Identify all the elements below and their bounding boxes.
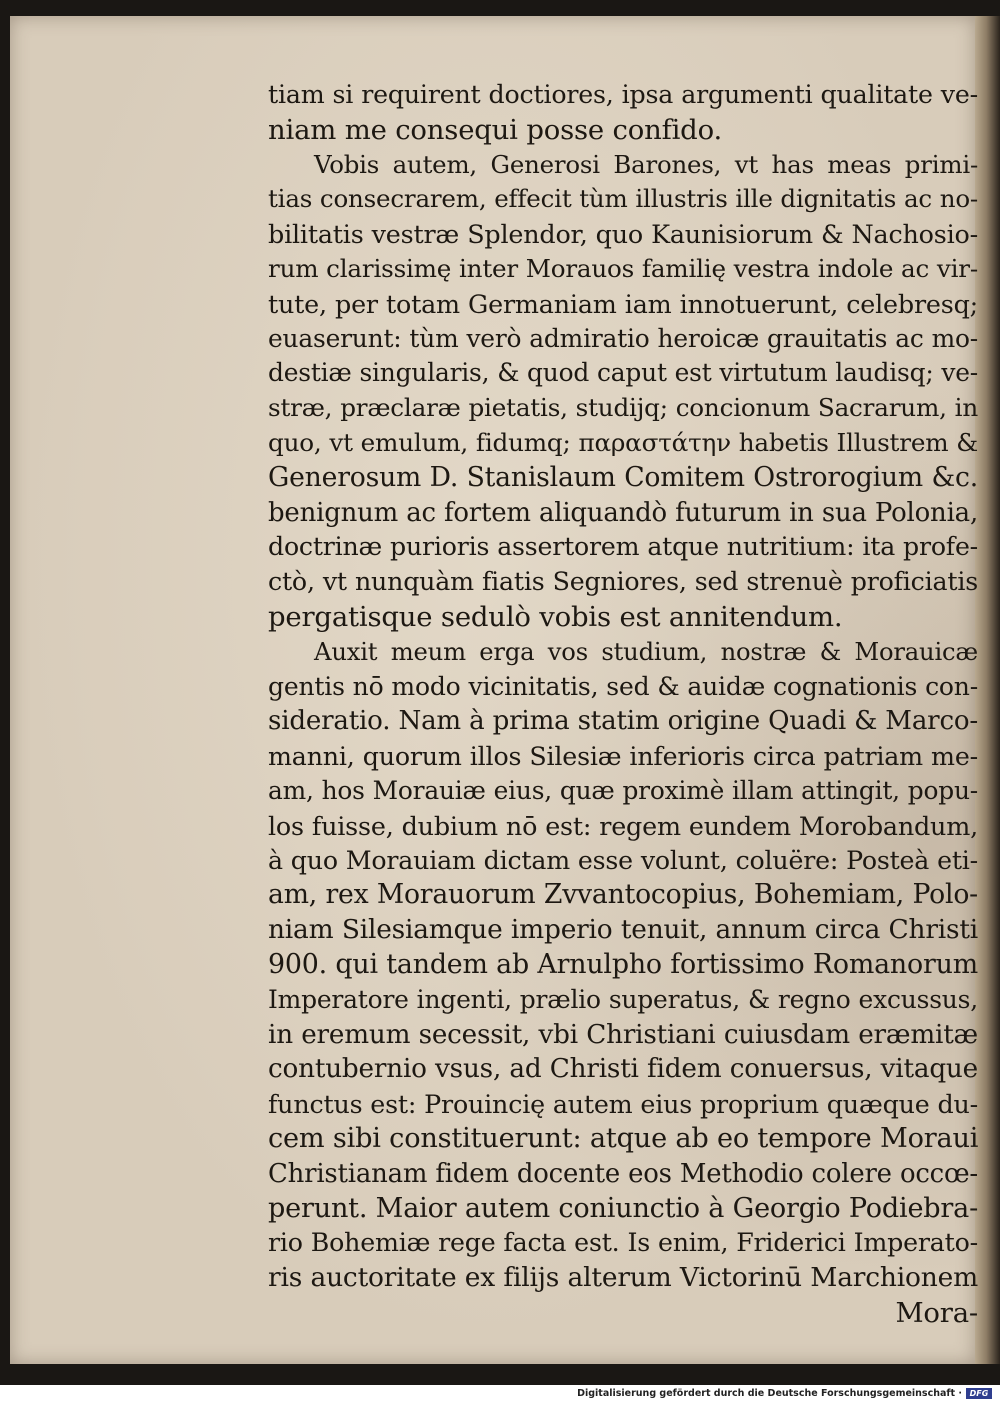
text-line-15: ctò, vt nunquàm fiatis Segniores, sed strenuè proficiatis <box>268 567 978 597</box>
text-line-3: Vobis autem, Generosi Barones, vt has meas primi- <box>314 149 978 179</box>
catchword: Mora- <box>895 1296 978 1329</box>
text-line-1: tiam si requirent doctiores, ipsa argumenti qualitate ve- <box>268 80 978 109</box>
text-line-17: Auxit meum erga vos studium, nostræ & Morauicæ <box>314 636 978 666</box>
text-line-6: rum clarissimę inter Morauos familię vestra indole ac vir- <box>268 253 978 283</box>
text-line-31: cem sibi constituerunt: atque ab eo tempore Moraui <box>268 1122 979 1154</box>
text-line-10: stræ, præclaræ pietatis, studijq; concionum Sacrarum, in <box>268 393 978 423</box>
text-line-20: manni, quorum illos Silesiæ inferioris circa patriam me- <box>268 741 978 772</box>
text-line-22: los fuisse, dubium nō est: regem eundem Morobandum, <box>268 810 978 841</box>
text-line-25: niam Silesiamque imperio tenuit, annum circa Christi <box>268 914 978 946</box>
digitization-footer <box>0 1385 1000 1402</box>
text-line-4: tias consecrarem, effecit tùm illustris ille dignitatis ac no- <box>268 184 978 214</box>
text-line-29: contubernio vsus, ad Christi fidem conuersus, vitaque <box>268 1054 978 1085</box>
text-line-5: bilitatis vestræ Splendor, quo Kaunisiorum & Nachosio- <box>268 219 978 250</box>
text-line-28: in eremum secessit, vbi Christiani cuiusdam eræmitæ <box>268 1019 978 1050</box>
text-line-14: doctrinæ purioris assertorem atque nutritium: ita profe- <box>268 532 978 562</box>
text-line-8: euaserunt: tùm verò admiratio heroicæ grauitatis ac mo- <box>268 323 978 353</box>
text-line-24: am, rex Morauorum Zvvantocopius, Bohemiam, Polo- <box>268 879 978 911</box>
text-line-2: niam me consequi posse confido. <box>268 113 722 146</box>
text-line-30: functus est: Prouincię autem eius proprium quæque du- <box>268 1089 978 1120</box>
body-text <box>268 78 978 1331</box>
text-line-32: Christianam fidem docente eos Methodio colere occœ- <box>268 1158 978 1189</box>
text-line-18: gentis nō modo vicinitatis, sed & auidæ cognationis con- <box>268 671 978 701</box>
text-line-19: sideratio. Nam à prima statim origine Quadi & Marco- <box>268 706 978 737</box>
text-line-33: perunt. Maior autem coniunctio à Georgio Podiebra- <box>268 1192 979 1224</box>
text-line-7: tute, per totam Germaniam iam innotuerunt, celebresq; <box>268 288 978 319</box>
text-line-34: rio Bohemiæ rege facta est. Is enim, Friderici Imperato- <box>268 1228 978 1258</box>
text-line-13: benignum ac fortem aliquandò futurum in sua Polonia, <box>268 497 978 528</box>
text-line-21: am, hos Morauiæ eius, quæ proximè illam attingit, popu- <box>268 775 978 805</box>
text-line-27: Imperatore ingenti, prælio superatus, & regno excussus, <box>268 984 978 1014</box>
dfg-logo: DFG <box>966 1388 992 1399</box>
text-line-9: destiæ singularis, & quod caput est virtutum laudisq; ve- <box>268 358 978 388</box>
text-line-26: 900. qui tandem ab Arnulpho fortissimo Romanorum <box>268 948 978 980</box>
book-spine-shadow <box>975 16 1000 1364</box>
text-line-11: quo, vt emulum, fidumq; παραστάτην habetis Illustrem & <box>268 427 978 457</box>
text-line-12: Generosum D. Stanislaum Comitem Ostrorogium &c. <box>268 461 978 493</box>
funding-credit: Digitalisierung gefördert durch die Deutsche Forschungsgemeinschaft · <box>577 1388 962 1399</box>
text-line-16: pergatisque sedulò vobis est annitendum. <box>268 600 843 633</box>
text-line-35: ris auctoritate ex filijs alterum Victorinū Marchionem <box>268 1262 978 1294</box>
text-line-23: à quo Morauiam dictam esse volunt, coluëre: Posteà eti- <box>268 845 978 875</box>
